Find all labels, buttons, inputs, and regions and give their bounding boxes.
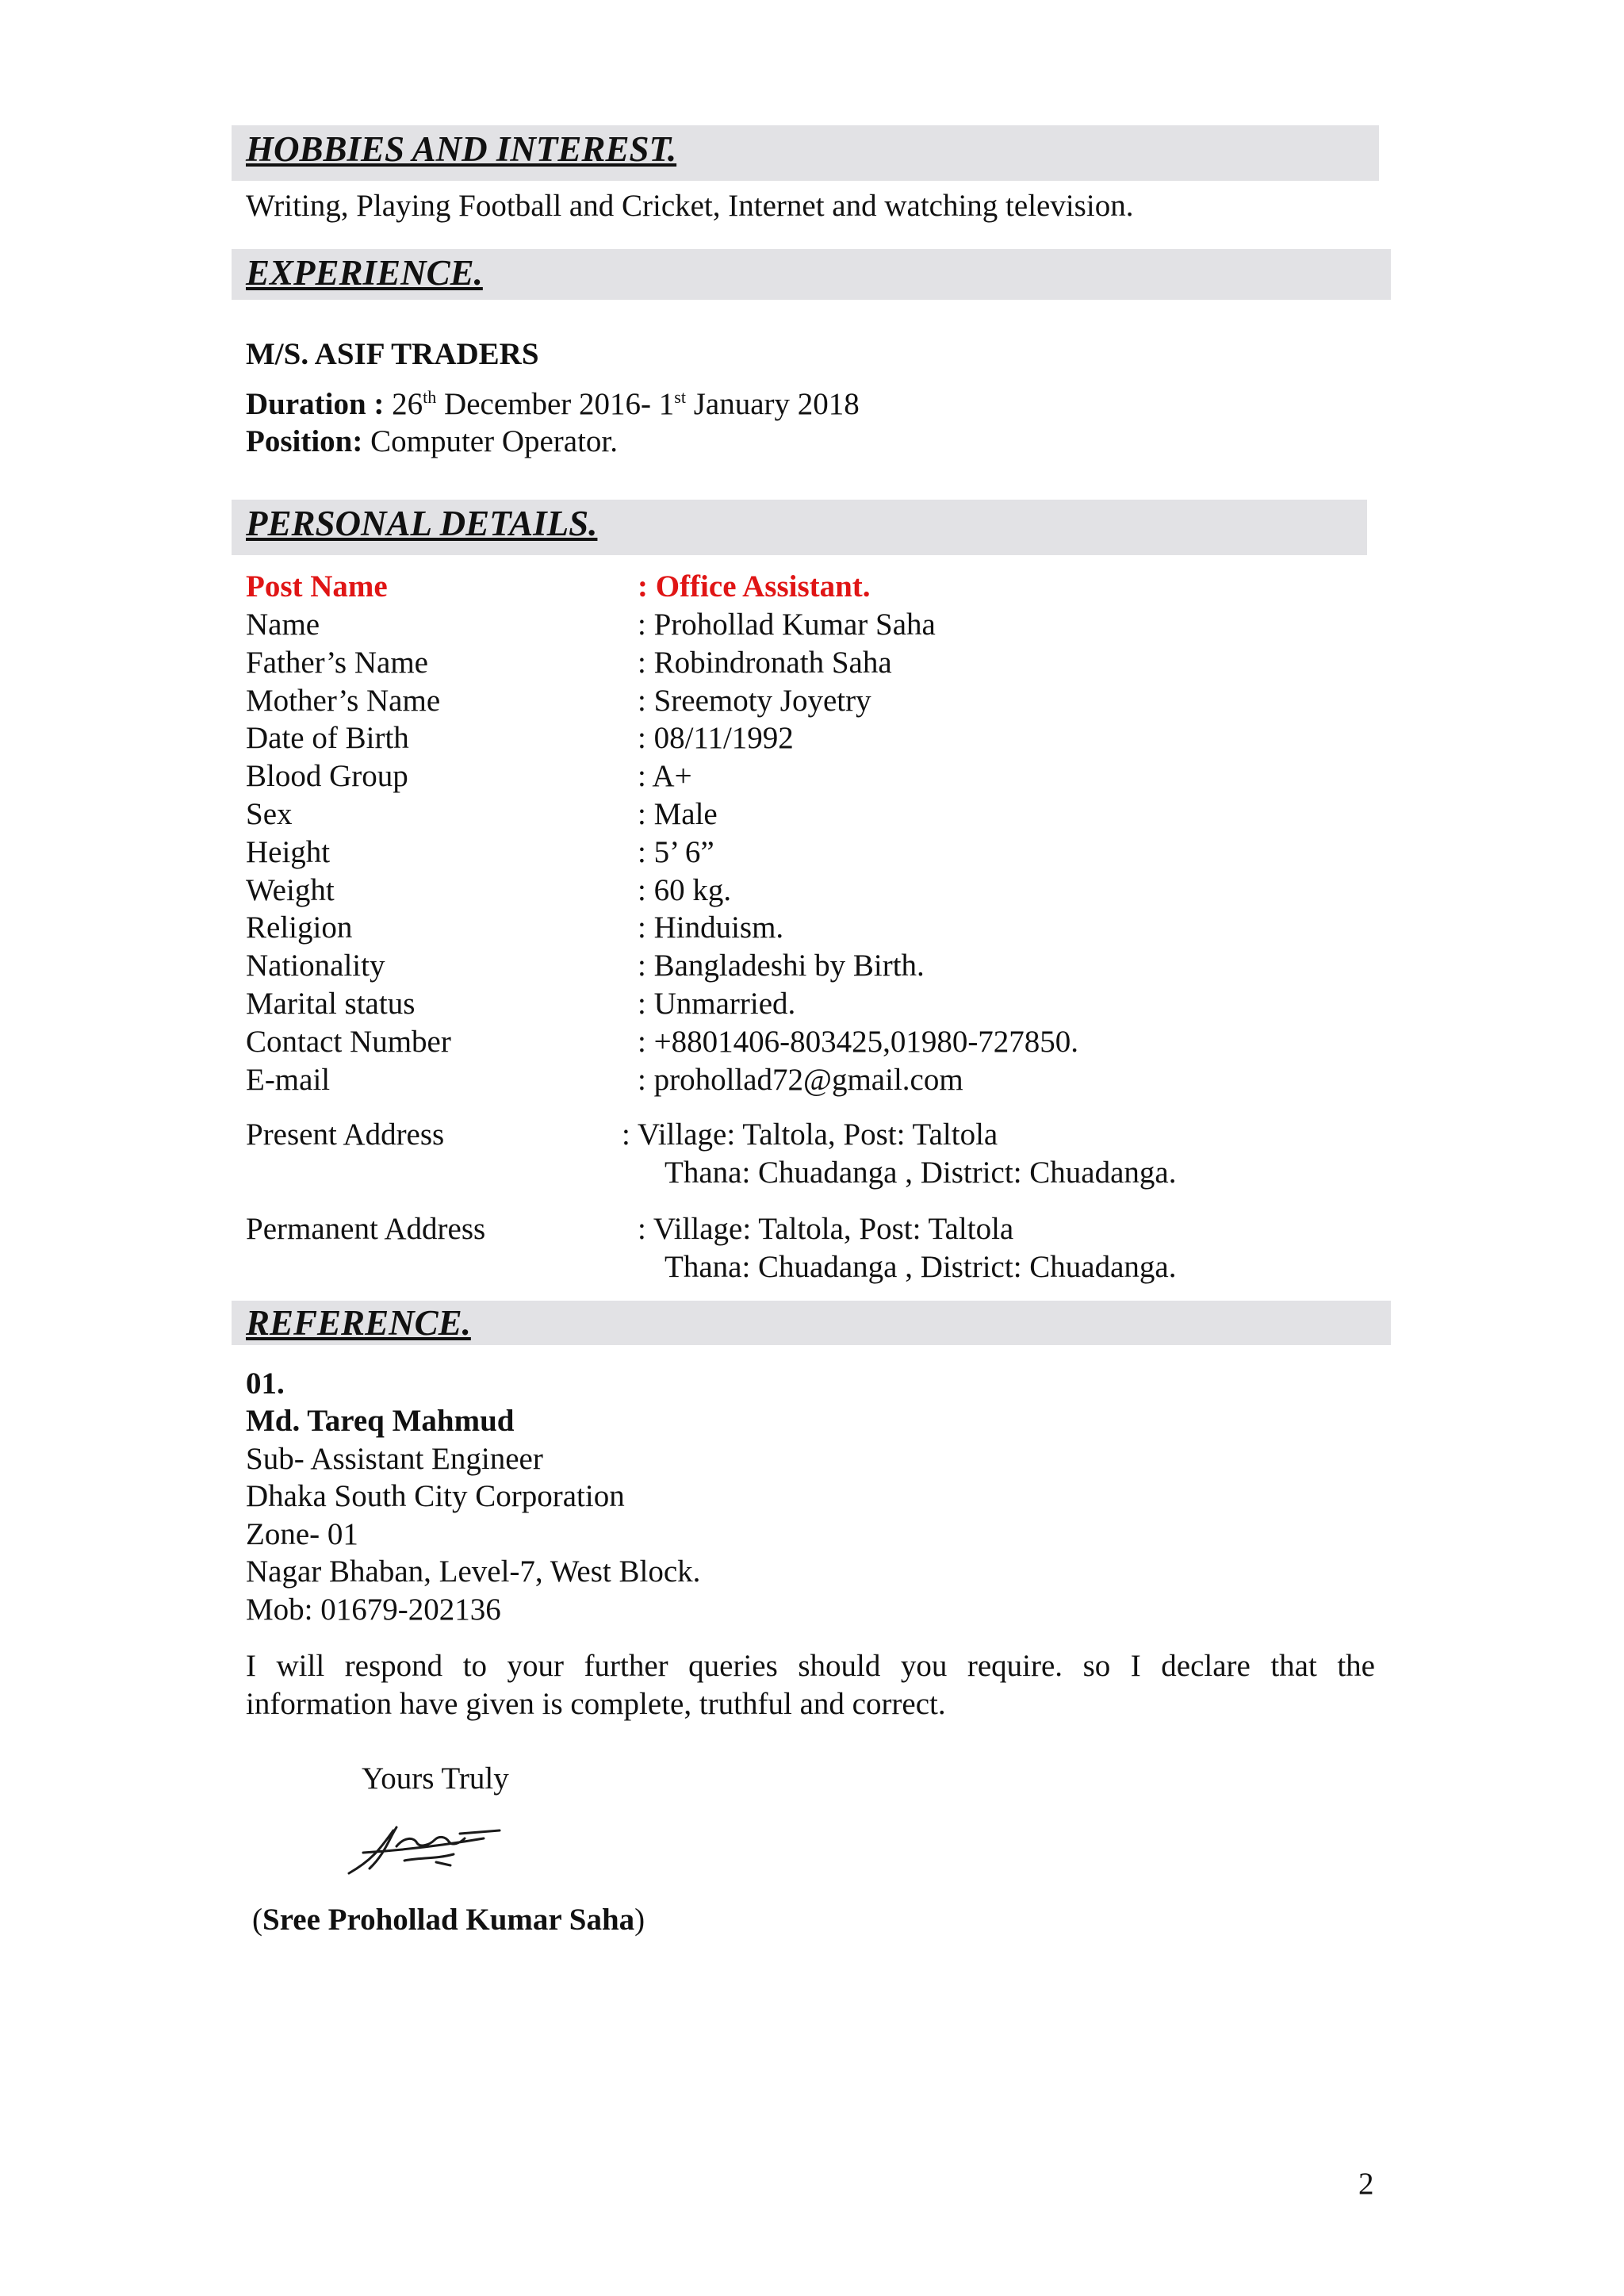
personal-detail-label: Weight: [246, 873, 335, 907]
duration-end: January 2018: [693, 387, 860, 421]
present-address-label: Present Address: [246, 1117, 445, 1152]
personal-detail-label: Sex: [246, 797, 293, 831]
signatory-name: Sree Prohollad Kumar Saha: [262, 1903, 635, 1937]
permanent-address-line1: : Village: Taltola, Post: Taltola: [638, 1212, 1014, 1246]
page-number: 2: [1358, 2167, 1374, 2201]
personal-detail-value: : Sreemoty Joyetry: [638, 684, 871, 718]
personal-detail-label: E-mail: [246, 1063, 331, 1097]
personal-detail-label: Marital status: [246, 987, 416, 1021]
reference-line: Nagar Bhaban, Level-7, West Block.: [246, 1554, 701, 1589]
hobbies-heading: HOBBIES AND INTEREST.: [246, 129, 677, 169]
reference-line: Mob: 01679-202136: [246, 1593, 501, 1627]
signatory-open-paren: (: [252, 1903, 262, 1937]
personal-detail-label: Nationality: [246, 949, 385, 983]
duration-start-suffix: th: [423, 387, 437, 407]
present-address-line1: : Village: Taltola, Post: Taltola: [622, 1117, 998, 1152]
personal-detail-label: Religion: [246, 910, 353, 945]
personal-detail-value: : Prohollad Kumar Saha: [638, 608, 936, 642]
duration-label: Duration :: [246, 387, 385, 421]
personal-detail-label: Mother’s Name: [246, 684, 441, 718]
reference-line: Zone- 01: [246, 1517, 358, 1551]
signature-image: [341, 1816, 523, 1880]
personal-detail-value: : Unmarried.: [638, 987, 796, 1021]
permanent-address-line2: Thana: Chuadanga , District: Chuadanga.: [665, 1250, 1177, 1284]
personal-detail-label: Height: [246, 835, 331, 869]
personal-detail-value: : Hinduism.: [638, 910, 784, 945]
personal-detail-value: : 08/11/1992: [638, 721, 794, 755]
personal-detail-value: : 5’ 6”: [638, 835, 714, 869]
personal-detail-value: : Bangladeshi by Birth.: [638, 949, 925, 983]
position-value: Computer Operator.: [370, 424, 619, 458]
signatory-close-paren: ): [634, 1903, 645, 1937]
personal-detail-value: : Male: [638, 797, 718, 831]
declaration-line1: I will respond to your further queries should you require. so I declare that the: [246, 1649, 1375, 1683]
duration-end-suffix: st: [674, 387, 686, 407]
post-name-label: Post Name: [246, 569, 388, 604]
personal-heading: PERSONAL DETAILS.: [246, 504, 598, 543]
personal-detail-value: : prohollad72@gmail.com: [638, 1063, 963, 1097]
reference-name: Md. Tareq Mahmud: [246, 1404, 515, 1438]
personal-detail-label: Contact Number: [246, 1025, 451, 1059]
reference-number: 01.: [246, 1366, 285, 1401]
duration-start-day: 26: [392, 387, 423, 421]
experience-duration: [246, 385, 860, 424]
personal-detail-label: Date of Birth: [246, 721, 409, 755]
post-name-value: : Office Assistant.: [638, 569, 871, 604]
position-label: Position:: [246, 424, 363, 458]
personal-detail-label: Name: [246, 608, 320, 642]
duration-middle: December 2016- 1: [444, 387, 675, 421]
personal-detail-value: : A+: [638, 759, 692, 793]
personal-detail-label: Father’s Name: [246, 646, 428, 680]
experience-company: M/S. ASIF TRADERS: [246, 337, 539, 371]
reference-line: Sub- Assistant Engineer: [246, 1442, 543, 1476]
hobbies-text: Writing, Playing Football and Cricket, Internet and watching television.: [246, 189, 1134, 223]
signatory-line: [252, 1901, 645, 1939]
experience-position: [246, 423, 618, 461]
reference-line: Dhaka South City Corporation: [246, 1479, 625, 1513]
reference-heading: REFERENCE.: [246, 1303, 471, 1343]
personal-detail-label: Blood Group: [246, 759, 408, 793]
declaration-line2: information have given is complete, truthful and correct.: [246, 1687, 946, 1721]
present-address-line2: Thana: Chuadanga , District: Chuadanga.: [665, 1156, 1177, 1190]
closing-salutation: Yours Truly: [362, 1761, 509, 1796]
permanent-address-label: Permanent Address: [246, 1212, 486, 1246]
personal-detail-value: : Robindronath Saha: [638, 646, 892, 680]
experience-heading: EXPERIENCE.: [246, 253, 483, 293]
personal-detail-value: : 60 kg.: [638, 873, 732, 907]
personal-detail-value: : +8801406-803425,01980-727850.: [638, 1025, 1079, 1059]
